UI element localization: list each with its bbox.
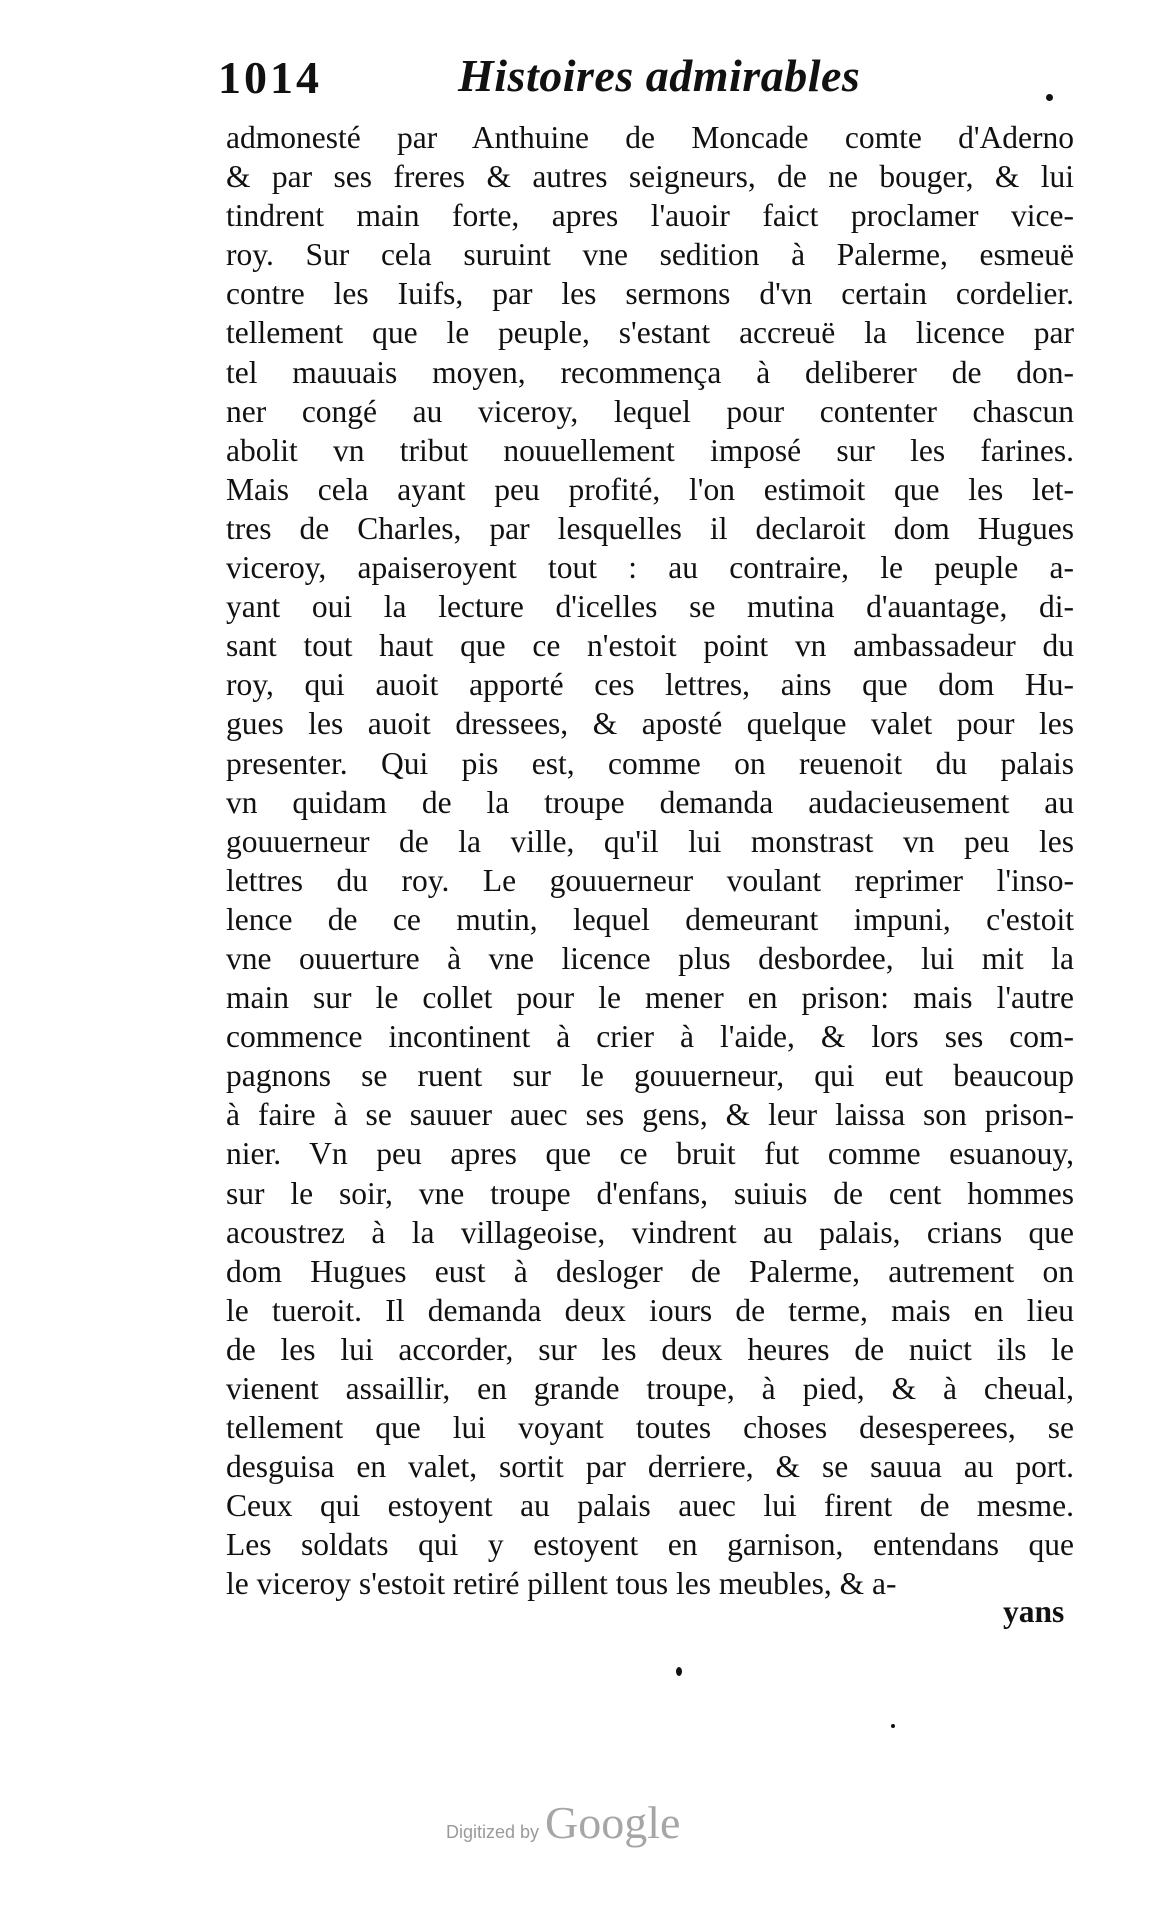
page-header — [218, 42, 1078, 106]
running-title: Histoires admirables — [458, 50, 861, 101]
text-line: Ceux qui estoyent au palais auec lui firent de mesme. — [226, 1488, 1074, 1524]
digitized-label: Digitized by — [446, 1822, 540, 1842]
catchword: yans — [1003, 1594, 1065, 1629]
digitized-watermark — [446, 1796, 680, 1852]
text-line: roy. Sur cela suruint vne sedition à Palerme, esmeuë — [226, 237, 1074, 273]
text-line: tres de Charles, par lesquelles il declaroit dom Hugues — [226, 510, 1074, 546]
text-line: admonesté par Anthuine de Moncade comte d'Aderno — [226, 120, 1074, 155]
ink-speck — [891, 1724, 895, 1728]
text-line: ner congé au viceroy, lequel pour contenter chascun — [226, 393, 1074, 429]
text-line: tel mauuais moyen, recommença à deliberer de don- — [226, 354, 1074, 390]
text-line: abolit vn tribut nouuellement imposé sur les farines. — [226, 432, 1074, 468]
text-line: dom Hugues eust à desloger de Palerme, autrement on — [226, 1253, 1074, 1289]
text-line: yant oui la lecture d'icelles se mutina d'auantage, di- — [226, 589, 1074, 625]
text-line: desguisa en valet, sortit par derriere, & se sauua au port. — [226, 1449, 1074, 1485]
text-line: pagnons se ruent sur le gouuerneur, qui eut beaucoup — [226, 1058, 1074, 1094]
text-line: gues les auoit dressees, & aposté quelque valet pour les — [226, 706, 1074, 742]
google-logo: Google — [545, 1797, 681, 1848]
text-line: tellement que lui voyant toutes choses desesperees, se — [226, 1410, 1074, 1446]
ink-speck — [1046, 94, 1053, 101]
text-line: acoustrez à la villageoise, vindrent au palais, crians que — [226, 1214, 1074, 1250]
text-line: vn quidam de la troupe demanda audacieusement au — [226, 784, 1074, 820]
text-line: viceroy, apaiseroyent tout : au contraire, le peuple a- — [226, 550, 1074, 586]
text-line: de les lui accorder, sur les deux heures de nuict ils le — [226, 1331, 1074, 1367]
text-line: Mais cela ayant peu profité, l'on estimoit que les let- — [226, 471, 1074, 507]
text-line: le viceroy s'estoit retiré pillent tous les meubles, & a- — [226, 1566, 897, 1602]
text-line: tindrent main forte, apres l'auoir faict proclamer vice- — [226, 198, 1074, 234]
body-text — [226, 118, 1074, 1604]
text-line: lettres du roy. Le gouuerneur voulant reprimer l'inso- — [226, 862, 1074, 898]
ink-speck — [676, 1667, 682, 1676]
text-line: & par ses freres & autres seigneurs, de ne bouger, & lui — [226, 159, 1074, 195]
text-line: à faire à se sauuer auec ses gens, & leur laissa son prison- — [226, 1097, 1074, 1133]
text-line: commence incontinent à crier à l'aide, & lors ses com- — [226, 1019, 1074, 1055]
text-line: tellement que le peuple, s'estant accreuë la licence par — [226, 315, 1074, 351]
page-number: 1014 — [218, 52, 322, 103]
text-line: Les soldats qui y estoyent en garnison, entendans que — [226, 1527, 1074, 1563]
text-line: contre les Iuifs, par les sermons d'vn certain cordelier. — [226, 276, 1074, 312]
text-line: vienent assaillir, en grande troupe, à pied, & à cheual, — [226, 1371, 1074, 1406]
text-line: gouuerneur de la ville, qu'il lui monstrast vn peu les — [226, 823, 1074, 859]
text-line: roy, qui auoit apporté ces lettres, ains que dom Hu- — [226, 667, 1074, 703]
text-line: nier. Vn peu apres que ce bruit fut comme esuanouy, — [226, 1136, 1074, 1172]
text-line: main sur le collet pour le mener en prison: mais l'autre — [226, 980, 1074, 1016]
text-line: presenter. Qui pis est, comme on reuenoit du palais — [226, 745, 1074, 781]
text-line: sur le soir, vne troupe d'enfans, suiuis de cent hommes — [226, 1175, 1074, 1211]
text-line: vne ouuerture à vne licence plus desbordee, lui mit la — [226, 940, 1074, 976]
text-line: lence de ce mutin, lequel demeurant impuni, c'estoit — [226, 901, 1074, 937]
text-line: le tueroit. Il demanda deux iours de terme, mais en lieu — [226, 1292, 1074, 1328]
text-line: sant tout haut que ce n'estoit point vn ambassadeur du — [226, 628, 1074, 664]
